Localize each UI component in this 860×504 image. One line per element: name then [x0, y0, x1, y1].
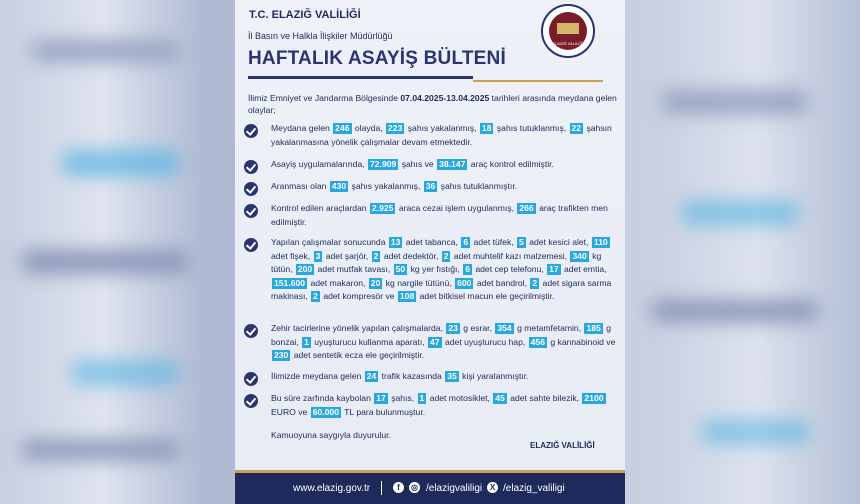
item-text-part: adet tabanca, [405, 237, 458, 247]
intro-post: tarihleri arasında meydana gelen olaylar; [248, 93, 617, 115]
item-text-part: adet sahte bilezik, [510, 393, 580, 403]
highlight-number: 151.600 [274, 277, 306, 288]
item-text-part: kişi yaralanmıştır. [462, 371, 529, 381]
item-text-part: g kannabinoid ve [550, 336, 616, 347]
highlight-number: 5 [519, 237, 524, 247]
item-text-part: kg tütün, [271, 250, 602, 275]
highlight-number: 60.000 [312, 406, 339, 417]
bulletin-item-text [271, 236, 619, 304]
footer-separator [381, 481, 382, 495]
bg-blob [20, 440, 180, 460]
item-text-part: şahıs tutuklanmış, [496, 123, 567, 133]
highlight-number: 36 [425, 181, 436, 191]
item-text-part: Kontrol edilen araçlardan [271, 203, 367, 213]
highlight-number: 340 [572, 250, 587, 261]
bulletin-card [235, 0, 625, 504]
item-text-part: adet şarjör, [325, 250, 369, 261]
highlight-number: 22 [571, 123, 582, 133]
item-text-part: adet bandrol, [476, 277, 527, 288]
item-text-part: İlimizde meydana gelen [271, 371, 362, 381]
item-text-part: adet kesici alet, [529, 237, 589, 247]
instagram-icon[interactable]: ◎ [409, 482, 420, 493]
highlight-number: 223 [388, 123, 403, 133]
item-text-part: adet fişek, [271, 250, 311, 261]
item-text-part: g bonzai, [271, 323, 611, 347]
item-text-part: adet kompresör ve [323, 291, 395, 302]
item-text-part: Meydana gelen [271, 123, 330, 133]
highlight-number: 17 [376, 393, 386, 403]
bg-blob [700, 420, 810, 444]
item-text-part: g esrar, [463, 323, 492, 333]
highlight-number: 2 [373, 250, 379, 261]
highlight-number: 20 [370, 277, 381, 288]
checkmark-icon [244, 182, 258, 196]
highlight-number: 3 [315, 250, 321, 261]
item-text-part: kg nargile tütünü, [385, 277, 452, 288]
highlight-number: 24 [366, 371, 377, 381]
highlight-number: 110 [593, 237, 608, 247]
item-text-part: olayda, [354, 123, 383, 133]
item-text-part: Aranması olan [271, 181, 327, 191]
intro-pre: İlimiz Emniyet ve Jandarma Bölgesinde [248, 93, 401, 103]
item-text-part: Bu süre zarfında kaybolan [271, 393, 371, 403]
highlight-number: 2 [443, 250, 449, 261]
unit-name: İl Basın ve Halkla İlişkiler Müdürlüğü [248, 31, 393, 41]
title-underline [248, 76, 473, 79]
highlight-number: 246 [335, 123, 350, 133]
item-text-part: araç trafikten men edilmiştir. [271, 203, 608, 227]
website-link[interactable]: www.elazig.gov.tr [293, 483, 371, 494]
intro-text [248, 92, 623, 116]
item-text-part: araç kontrol edilmiştir. [470, 159, 554, 169]
highlight-number: 45 [495, 393, 505, 403]
highlight-number: 185 [586, 323, 601, 333]
item-text-part: adet cep telefonu, [475, 264, 544, 275]
closing-text: Kamuoyuna saygıyla duyurulur. [271, 430, 391, 440]
checkmark-icon [244, 124, 258, 138]
bulletin-item-text [271, 322, 619, 363]
logo-text: ELAZIĞ VALİLİĞİ [552, 41, 584, 46]
item-text-part: adet tüfek, [473, 237, 514, 247]
item-text-part: EURO ve [271, 406, 308, 417]
checkmark-icon [244, 238, 258, 252]
item-text-part: adet uyuşturucu hap, [444, 336, 526, 347]
highlight-number: 47 [430, 336, 440, 347]
social-handle-1[interactable]: /elazigvaliligi [426, 483, 483, 494]
item-text-part: g metamfetamin, [517, 323, 582, 333]
item-text-part: şahıs, [391, 393, 415, 403]
highlight-number: 2 [532, 277, 538, 288]
signature: ELAZIĞ VALİLİĞİ [530, 441, 595, 450]
highlight-number: 38.147 [439, 159, 466, 169]
item-text-part: trafik kazasında [381, 371, 442, 381]
item-text-part: TL para bulunmuştur. [344, 406, 426, 417]
checkmark-icon [244, 160, 258, 174]
item-text-part: adet sentetik ecza ele geçirilmiştir. [293, 350, 425, 361]
item-text-part: uyuşturucu kullanma aparatı, [314, 336, 425, 347]
highlight-number: 2 [313, 291, 318, 302]
bg-blob [60, 150, 180, 176]
highlight-number: 354 [497, 323, 512, 333]
social-handle-2[interactable]: /elazig_valiligi [503, 483, 565, 494]
title-part-a: HAFTALIK [248, 48, 348, 69]
highlight-number: 18 [481, 123, 492, 133]
bg-blob [650, 300, 820, 322]
governorship-logo [541, 4, 595, 58]
highlight-number: 2100 [584, 393, 604, 403]
bg-blob [30, 40, 180, 62]
item-text-part: kg yer fıstığı, [410, 264, 460, 275]
castle-icon [557, 23, 579, 34]
facebook-icon[interactable]: f [393, 482, 404, 493]
org-name: T.C. ELAZIĞ VALİLİĞİ [249, 9, 361, 21]
item-text-part: araca cezai işlem uygulanmış, [398, 203, 514, 213]
highlight-number: 230 [274, 350, 289, 361]
highlight-number: 17 [549, 264, 559, 275]
highlight-number: 35 [447, 371, 457, 381]
gold-rule [473, 80, 603, 82]
checkmark-icon [244, 372, 258, 386]
highlight-number: 430 [331, 181, 347, 191]
highlight-number: 6 [463, 237, 469, 247]
bg-blob [680, 200, 800, 226]
title-part-b: ASAYİŞ BÜLTENİ [347, 48, 506, 69]
item-text-part: adet mutfak tavası, [317, 264, 391, 275]
checkmark-icon [244, 204, 258, 218]
bulletin-item-text [271, 158, 619, 172]
item-text-part: Zehir tacirlerine yönelik yapılan çalışmalarda, [271, 323, 443, 333]
highlight-number: 72.909 [370, 159, 397, 169]
highlight-number: 2.925 [371, 203, 394, 213]
highlight-number: 600 [457, 277, 472, 288]
footer-bar [235, 470, 625, 504]
item-text-part: adet makaron, [310, 277, 366, 288]
highlight-number: 23 [448, 323, 458, 333]
item-text-part: adet sigara sarma makinası, [271, 277, 612, 302]
highlight-number: 108 [399, 291, 415, 302]
highlight-number: 266 [519, 203, 534, 213]
bg-blob [70, 360, 180, 386]
item-text-part: şahıs tutuklanmıştır. [440, 181, 518, 191]
item-text-part: şahıs yakalanmış, [351, 181, 421, 191]
highlight-number: 200 [297, 264, 313, 275]
highlight-number: 13 [390, 237, 401, 247]
checkmark-icon [244, 324, 258, 338]
item-text-part: Asayiş uygulamalarında, [271, 159, 365, 169]
highlight-number: 1 [419, 393, 425, 403]
bulletin-item-text [271, 180, 619, 194]
item-text-part: şahıs yakalanmış, [407, 123, 477, 133]
item-text-part: adet bitkisel macun ele geçirilmiştir. [419, 291, 555, 302]
intro-dates: 07.04.2025-13.04.2025 [400, 93, 490, 103]
checkmark-icon [244, 394, 258, 408]
x-icon[interactable]: X [487, 482, 498, 493]
bg-blob [660, 90, 810, 114]
bulletin-title [248, 48, 506, 70]
bulletin-item-text [271, 122, 619, 149]
bulletin-item-text [271, 202, 619, 229]
item-text-part: adet motosiklet, [429, 393, 490, 403]
item-text-part: adet muhtelif kazı malzemesi, [453, 250, 568, 261]
item-text-part: şahıs ve [401, 159, 434, 169]
highlight-number: 456 [530, 336, 545, 347]
highlight-number: 1 [304, 336, 309, 347]
item-text-part: Yapılan çalışmalar sonucunda [271, 237, 386, 247]
highlight-number: 6 [465, 264, 470, 275]
bulletin-item-text [271, 370, 619, 384]
bulletin-item-text [271, 392, 619, 419]
item-text-part: adet emtia, [564, 264, 607, 275]
bg-blob [20, 250, 190, 274]
footer-gold-line [235, 470, 625, 473]
item-text-part: şahsın yakalanmasına yönelik çalışmalar devam etmektedir. [271, 123, 612, 147]
item-text-part: adet dedektör, [383, 250, 439, 261]
highlight-number: 50 [395, 264, 406, 275]
